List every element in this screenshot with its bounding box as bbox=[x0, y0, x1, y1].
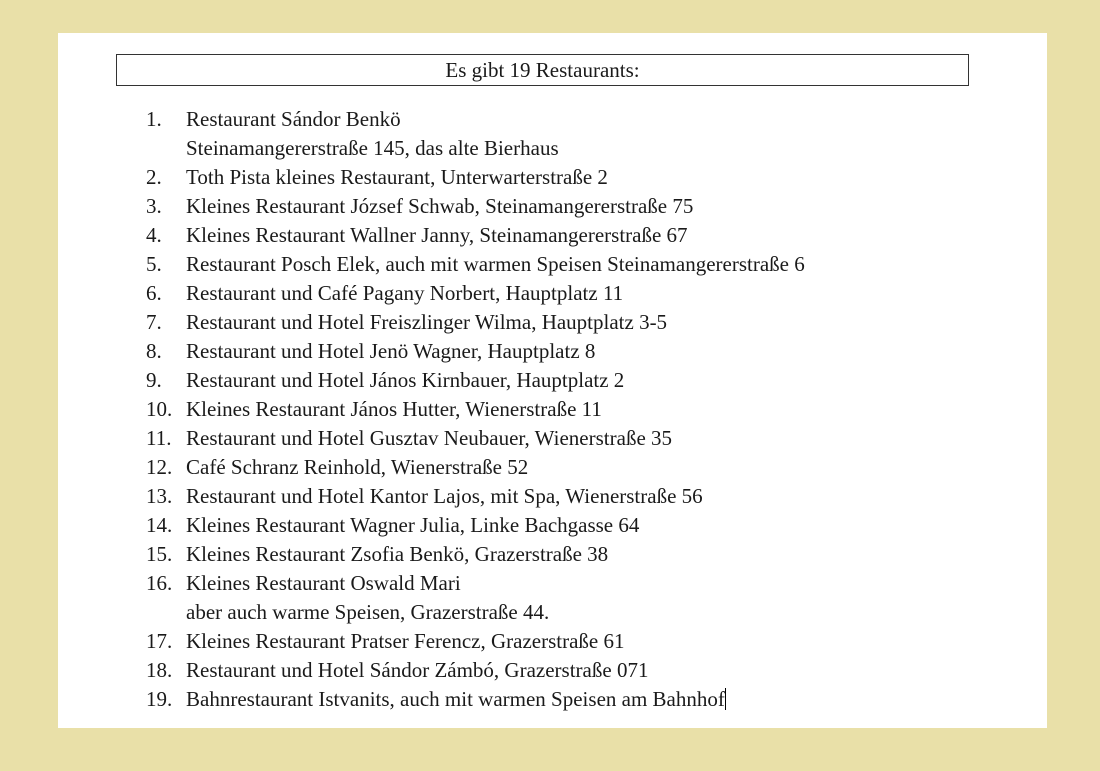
item-text: Restaurant und Hotel Kantor Lajos, mit Spa, Wienerstraße 56 bbox=[186, 484, 703, 508]
item-text: Restaurant und Hotel Freiszlinger Wilma, Hauptplatz 3-5 bbox=[186, 310, 668, 334]
item-number: 15. bbox=[146, 542, 173, 566]
item-text-continuation: aber auch warme Speisen, Grazerstraße 44. bbox=[186, 600, 550, 624]
item-text: Kleines Restaurant János Hutter, Wienerstraße 11 bbox=[186, 397, 602, 421]
list-item bbox=[146, 482, 805, 511]
list-item bbox=[146, 221, 805, 250]
list-item bbox=[146, 337, 805, 366]
item-number: 3. bbox=[146, 194, 162, 218]
list-item bbox=[146, 308, 805, 337]
item-number: 10. bbox=[146, 397, 173, 421]
item-text: Kleines Restaurant Wagner Julia, Linke Bachgasse 64 bbox=[186, 513, 640, 537]
text-cursor bbox=[725, 688, 726, 710]
item-number: 14. bbox=[146, 513, 173, 537]
item-text-continuation: Steinamangererstraße 145, das alte Bierhaus bbox=[186, 136, 559, 160]
item-text: Kleines Restaurant József Schwab, Steinamangererstraße 75 bbox=[186, 194, 694, 218]
document-title: Es gibt 19 Restaurants: bbox=[445, 57, 640, 82]
item-text: Restaurant Sándor Benkö bbox=[186, 107, 401, 131]
list-item bbox=[146, 453, 805, 482]
item-text: Restaurant und Hotel János Kirnbauer, Hauptplatz 2 bbox=[186, 368, 625, 392]
item-text: Restaurant und Hotel Jenö Wagner, Hauptplatz 8 bbox=[186, 339, 596, 363]
item-number: 2. bbox=[146, 165, 162, 189]
list-item bbox=[146, 279, 805, 308]
list-item bbox=[146, 192, 805, 221]
list-item bbox=[146, 163, 805, 192]
item-text: Kleines Restaurant Wallner Janny, Steinamangererstraße 67 bbox=[186, 223, 688, 247]
item-text: Restaurant und Café Pagany Norbert, Hauptplatz 11 bbox=[186, 281, 624, 305]
item-text: Restaurant Posch Elek, auch mit warmen Speisen Steinamangererstraße 6 bbox=[186, 252, 805, 276]
item-number: 17. bbox=[146, 629, 173, 653]
restaurant-list bbox=[146, 105, 805, 714]
list-item bbox=[146, 424, 805, 453]
item-number: 19. bbox=[146, 687, 173, 711]
item-number: 18. bbox=[146, 658, 173, 682]
item-number: 4. bbox=[146, 223, 162, 247]
item-number: 13. bbox=[146, 484, 173, 508]
item-text: Bahnrestaurant Istvanits, auch mit warmen Speisen am Bahnhof bbox=[186, 687, 725, 711]
list-item bbox=[146, 105, 805, 163]
list-item bbox=[146, 511, 805, 540]
item-text: Café Schranz Reinhold, Wienerstraße 52 bbox=[186, 455, 529, 479]
list-item bbox=[146, 569, 805, 627]
item-text: Toth Pista kleines Restaurant, Unterwarterstraße 2 bbox=[186, 165, 608, 189]
list-item bbox=[146, 366, 805, 395]
item-number: 11. bbox=[146, 426, 172, 450]
document-page[interactable] bbox=[58, 33, 1047, 728]
item-text-with-caret[interactable] bbox=[186, 685, 726, 714]
item-number: 16. bbox=[146, 571, 173, 595]
item-number: 5. bbox=[146, 252, 162, 276]
item-text: Kleines Restaurant Oswald Mari bbox=[186, 571, 461, 595]
item-text: Kleines Restaurant Pratser Ferencz, Grazerstraße 61 bbox=[186, 629, 625, 653]
list-item bbox=[146, 395, 805, 424]
item-text: Restaurant und Hotel Gusztav Neubauer, Wienerstraße 35 bbox=[186, 426, 673, 450]
list-item bbox=[146, 250, 805, 279]
item-number: 7. bbox=[146, 310, 162, 334]
item-number: 12. bbox=[146, 455, 173, 479]
list-item bbox=[146, 685, 805, 714]
item-number: 6. bbox=[146, 281, 162, 305]
item-number: 8. bbox=[146, 339, 162, 363]
item-text: Kleines Restaurant Zsofia Benkö, Grazerstraße 38 bbox=[186, 542, 609, 566]
item-number: 1. bbox=[146, 107, 162, 131]
item-number: 9. bbox=[146, 368, 162, 392]
title-box bbox=[116, 54, 969, 86]
list-item bbox=[146, 540, 805, 569]
list-item bbox=[146, 656, 805, 685]
list-item bbox=[146, 627, 805, 656]
item-text: Restaurant und Hotel Sándor Zámbó, Grazerstraße 071 bbox=[186, 658, 649, 682]
